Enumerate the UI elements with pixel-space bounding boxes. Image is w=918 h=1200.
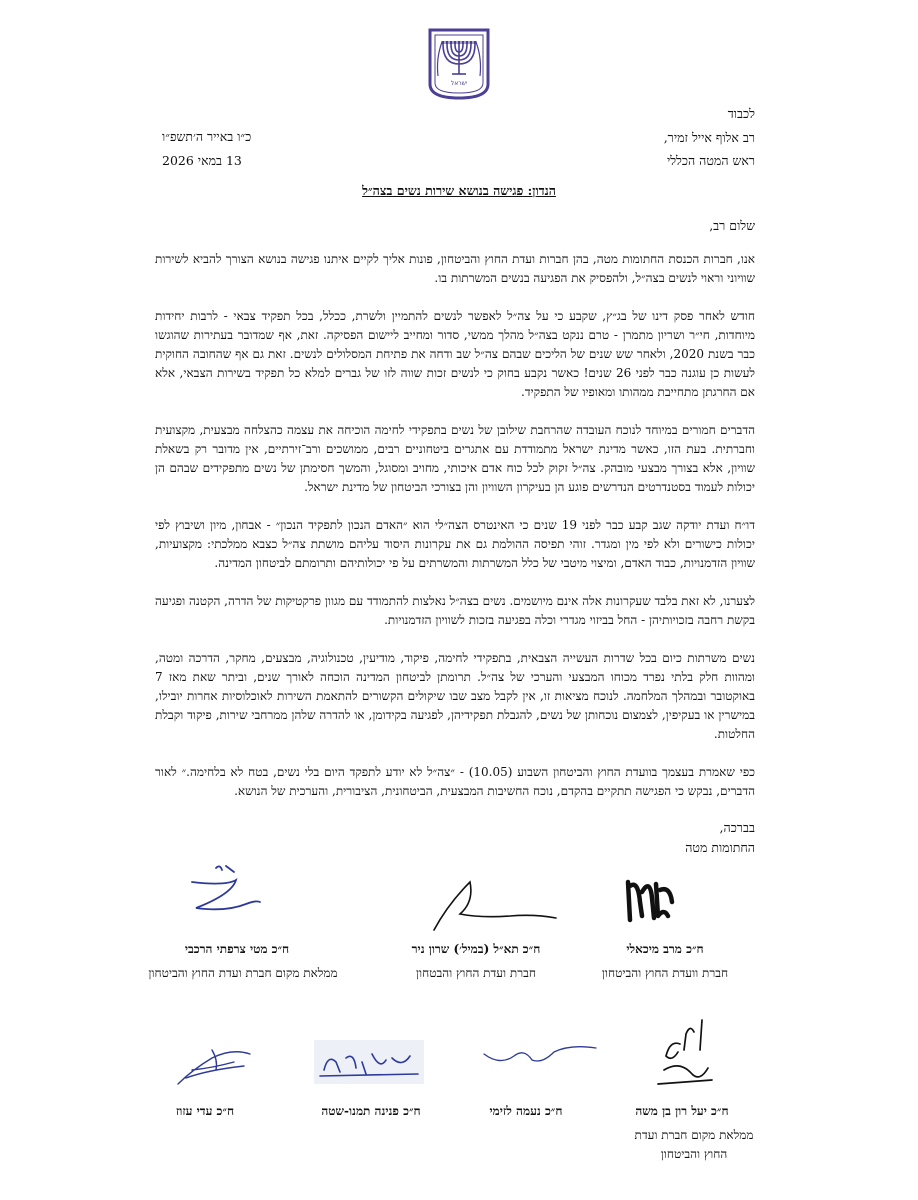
- date-gregorian: 13 במאי 2026: [162, 152, 242, 168]
- signatory-role: ממלאת מקום חברת ועדת החוץ והביטחון: [634, 1128, 754, 1161]
- paragraph: נשים משרתות כיום בכל שדרות העשייה הצבאית, בתפקידי לחימה, פיקוד, מודיעין, טכנולוגיה, מבצעים, מחקר, הדרכה ומטה, ומהוות חלק בלתי נפרד מכוחו המבצעי והערכי של צה״ל. תרומתן לביטחון המדינה הוכחה לאורך שנים, וביתר שאת מאז 7 באוקטובר ובמהלך המלחמה. לנוכח מציאות זו, אין לקבל מצב שבו שיקולים הקשורים להתאמת השירות לאוכלוסיות אחרות יובילו, במישרין או בעקיפין, לצמצום נוכחותן של נשים, להגבלת תפקידיהן, לפגיעה בקידומן, או להדרה שלהן ממרחבי שירות, פיקוד וקבלת החלטות.: [155, 651, 755, 741]
- signature-image-lazimi: [480, 1030, 600, 1070]
- paragraph: חודש לאחר פסק דינו של בג״ץ, שקבע כי על צה״ל לאפשר לנשים להתמיין ולשרת, ככלל, בכל תפקיד צבאי - לרבות יחידות מיוחדות, חי״ר ושריון מתמרן - טרם ננקט בצה״ל מהלך ממשי, סדור ומחייב ליישום הפסיקה. זאת, אף שמדובר בעתירות שהוגשו כבר בשנת 2020, ולאחר שש שנים של הליכים שבהם צה״ל שב ודחה את פתיחת המסלולים לנשים. זאת גם אף שהחובה החוקית לעשות כן עוגנה כבר לפני 26 שנים! כאשר נקבע בחוק כי לנשים זכות שווה לזו של גברים למלא כל תפקיד בשירות הצבאי, אלא אם החרגתן מתחייבת ממהותו ומאופיו של התפקיד.: [155, 309, 755, 399]
- signatory-name: ח״כ מרב מיכאלי: [626, 942, 704, 956]
- closing-signers: החתומות מטה: [685, 840, 755, 855]
- honorific: לכבוד: [727, 106, 755, 121]
- signatory-role: ממלאת מקום חברת ועדת החוץ והביטחון: [148, 966, 338, 980]
- signatory-name: ח״כ פנינה תמנו-שטה: [321, 1104, 421, 1118]
- letter-body: [155, 250, 755, 820]
- greeting: שלום רב,: [709, 218, 755, 233]
- signature-image-tzarfati: [186, 860, 266, 920]
- signatory-role: חברת ועדת החוץ והבטחון: [415, 966, 537, 980]
- paragraph: הדברים חמורים במיוחד לנוכח העובדה שהרחבת שילובן של נשים בתפקידי לחימה הוכיחה את עצמה כהצלחה מבצעית, מקצועית וחברתית. בעת הזו, כאשר מדינת ישראל מתמודדת עם אתגרים ביטחוניים רבים, ממושכים ורב־זירתיים, אין מדובר רק בשאלת שוויון, אלא בצורך מבצעי מובהק. צה״ל זקוק לכל כוח אדם איכותי, מחויב ומסוגל, והמשך חסימתן של נשים מתפקידים שבהם הן יכולות לעמוד בסטנדרטים הנדרשים פוגע הן בעיקרון השוויון והן בצורכי הביטחון של מדינת ישראל.: [155, 423, 755, 494]
- signatory-name: ח״כ עדי עזוז: [175, 1104, 235, 1118]
- paragraph: לצערנו, לא זאת בלבד שעקרונות אלה אינם מיושמים. נשים בצה״ל נאלצות להתמודד עם מגוון פרקטיקות של הדרה, הקטנה ופגיעה בקשת רחבה בזכויותיהן - החל בביזוי מגדרי וכלה בפגיעה בזכות לשוויון הזדמנויות.: [155, 594, 755, 627]
- signature-image-michaeli: [620, 872, 680, 928]
- subject-line: הנדון: פגישה בנושא שירות נשים בצה״ל: [362, 183, 556, 198]
- addressee-block: [355, 102, 755, 173]
- date-block: [162, 125, 362, 172]
- closing-salutation: בברכה,: [719, 820, 755, 835]
- recipient-title: ראש המטה הכללי: [666, 153, 755, 168]
- signatory-role: חברת וועדת החוץ והביטחון: [601, 966, 729, 980]
- signatory-name: ח״כ נעמה לזימי: [489, 1104, 563, 1118]
- signatory-name: ח״כ יעל רון בן משה: [635, 1104, 729, 1118]
- signature-image-nir: [430, 874, 560, 934]
- signature-image-tamano-shata: [314, 1040, 424, 1084]
- paragraph: כפי שאמרת בעצמך בוועדת החוץ והביטחון השבוע (10.05) - ״צה״ל לא יודע לתפקד היום בלי נשים, בטח לא בלחימה.״ לאור הדברים, נבקש כי הפגישה תתקיים בהקדם, נוכח החשיבות המבצעית, הביטחונית, הציבורית, והערכית של הנושא.: [155, 765, 755, 798]
- state-emblem-icon: [426, 28, 492, 100]
- closing-block: [685, 818, 755, 858]
- paragraph: דו״ח ועדת יודקה שגב קבע כבר לפני 19 שנים כי האינטרס הצה״לי הוא ״האדם הנכון לתפקיד הנכון״ - אבחון, מיון ושיבוץ לפי יכולות כישורים ולא לפי מין ומגדר. זוהי תפיסה ההולמת גם את עקרונות היסוד עליהם מושתת צה״ל כצבא ממלכתי: מקצועיות, שוויון הזדמנויות, כבוד האדם, ומיצוי מיטבי של כלל המשרתות והמשרתים על פי יכולותיהם ותרומתם לביטחון המדינה.: [155, 518, 755, 570]
- emblem-caption: ישראל: [450, 80, 468, 87]
- signature-image-azouz: [172, 1040, 256, 1090]
- signatory-name: ח״כ תא״ל (במיל׳) שרון ניר: [411, 942, 541, 956]
- paragraph: אנו, חברות הכנסת החתומות מטה, בהן חברות ועדת החוץ והביטחון, פונות אליך לקיים איתנו פגישה בנושא הצורך להביא לשירות שוויוני וראוי לנשים בצה״ל, ולהפסיק את הפגיעה בנשים המשרתות בו.: [155, 252, 755, 285]
- signatory-name: ח״כ מטי צרפתי הרכבי: [184, 942, 290, 956]
- signature-image-ron-ben-moshe: [650, 1010, 720, 1090]
- recipient-name: רב אלוף אייל זמיר,: [663, 129, 755, 145]
- date-hebrew: כ״ו באייר ה׳תשפ״ו: [162, 129, 252, 144]
